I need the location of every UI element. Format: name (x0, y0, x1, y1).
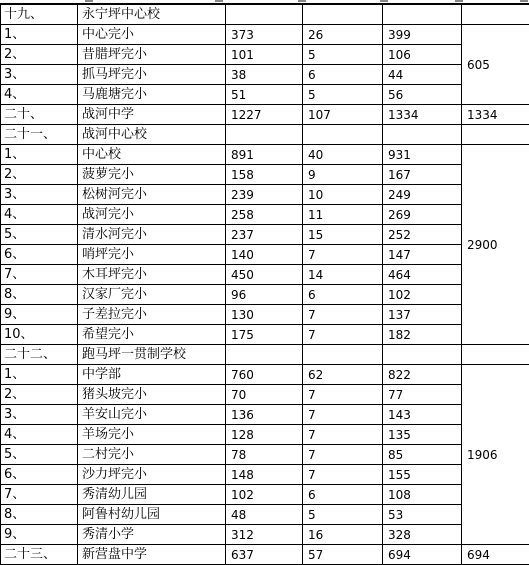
teacher-count: 175 (226, 325, 303, 345)
group-total: 694 (462, 545, 529, 565)
school-name: 沙力坪完小 (78, 465, 226, 485)
staff-count: 10 (303, 185, 383, 205)
teacher-count: 128 (226, 425, 303, 445)
teacher-count: 450 (226, 265, 303, 285)
row-sum: 155 (383, 465, 462, 485)
row-number: 8、 (1, 505, 78, 525)
group-label: 二十三、 (1, 545, 78, 565)
row-sum: 464 (383, 265, 462, 285)
row-number: 1、 (1, 145, 78, 165)
group-header-row (1, 5, 529, 25)
staff-count: 5 (303, 505, 383, 525)
row-number: 9、 (1, 305, 78, 325)
teacher-count: 51 (226, 85, 303, 105)
empty-cell (303, 5, 383, 25)
table-row (1, 465, 529, 485)
school-name: 汉家厂完小 (78, 285, 226, 305)
school-name: 中心校 (78, 145, 226, 165)
staff-count: 6 (303, 65, 383, 85)
row-number: 10、 (1, 325, 78, 345)
staff-count: 7 (303, 465, 383, 485)
group-header-row (1, 545, 529, 565)
table-row (1, 245, 529, 265)
group-title: 战河中心校 (78, 125, 226, 145)
row-number: 6、 (1, 465, 78, 485)
empty-cell (462, 5, 529, 25)
empty-cell (303, 345, 383, 365)
table-row (1, 505, 529, 525)
school-name: 子差拉完小 (78, 305, 226, 325)
table-row (1, 225, 529, 245)
table-row (1, 325, 529, 345)
empty-cell (226, 5, 303, 25)
row-number: 4、 (1, 425, 78, 445)
row-sum: 85 (383, 445, 462, 465)
teacher-count: 258 (226, 205, 303, 225)
table-row (1, 365, 529, 385)
row-number: 6、 (1, 245, 78, 265)
teacher-count: 130 (226, 305, 303, 325)
table-row (1, 265, 529, 285)
school-name: 马鹿塘完小 (78, 85, 226, 105)
teacher-count: 38 (226, 65, 303, 85)
school-name: 秀清幼儿园 (78, 485, 226, 505)
school-name: 羊安山完小 (78, 405, 226, 425)
staff-count: 7 (303, 445, 383, 465)
row-sum: 106 (383, 45, 462, 65)
teacher-count: 760 (226, 365, 303, 385)
staff-count: 57 (303, 545, 383, 565)
row-number: 5、 (1, 445, 78, 465)
group-title: 跑马坪一贯制学校 (78, 345, 226, 365)
row-number: 5、 (1, 225, 78, 245)
teacher-count: 891 (226, 145, 303, 165)
staff-count: 6 (303, 285, 383, 305)
teacher-count: 239 (226, 185, 303, 205)
teacher-count: 373 (226, 25, 303, 45)
group-label: 十九、 (1, 5, 78, 25)
table-row (1, 485, 529, 505)
table-row (1, 25, 529, 45)
table-row (1, 285, 529, 305)
row-sum: 1334 (383, 105, 462, 125)
teacher-count: 312 (226, 525, 303, 545)
group-total: 2900 (462, 145, 529, 345)
staff-count: 11 (303, 205, 383, 225)
table-row (1, 405, 529, 425)
group-header-row (1, 105, 529, 125)
staff-count: 5 (303, 45, 383, 65)
teacher-count: 237 (226, 225, 303, 245)
staff-count: 107 (303, 105, 383, 125)
row-number: 7、 (1, 485, 78, 505)
table-row (1, 525, 529, 545)
teacher-count: 1227 (226, 105, 303, 125)
empty-cell (303, 125, 383, 145)
table-row (1, 305, 529, 325)
row-sum: 694 (383, 545, 462, 565)
empty-cell (383, 125, 462, 145)
staff-count: 7 (303, 305, 383, 325)
empty-cell (383, 345, 462, 365)
row-sum: 56 (383, 85, 462, 105)
row-number: 3、 (1, 405, 78, 425)
row-sum: 44 (383, 65, 462, 85)
group-total: 605 (462, 25, 529, 105)
empty-cell (226, 125, 303, 145)
table-row (1, 385, 529, 405)
table-row (1, 425, 529, 445)
row-number: 9、 (1, 525, 78, 545)
teacher-count: 48 (226, 505, 303, 525)
table-row (1, 205, 529, 225)
row-number: 2、 (1, 165, 78, 185)
teacher-count: 637 (226, 545, 303, 565)
row-number: 2、 (1, 45, 78, 65)
group-total: 1906 (462, 365, 529, 545)
staff-count: 7 (303, 425, 383, 445)
row-number: 3、 (1, 65, 78, 85)
row-sum: 135 (383, 425, 462, 445)
school-name: 战河完小 (78, 205, 226, 225)
row-sum: 102 (383, 285, 462, 305)
staff-count: 7 (303, 405, 383, 425)
row-sum: 147 (383, 245, 462, 265)
group-title: 永宁坪中心校 (78, 5, 226, 25)
school-name: 希望完小 (78, 325, 226, 345)
row-number: 3、 (1, 185, 78, 205)
staff-count: 15 (303, 225, 383, 245)
school-name: 阿鲁村幼儿园 (78, 505, 226, 525)
staff-count: 5 (303, 85, 383, 105)
teacher-count: 140 (226, 245, 303, 265)
school-name: 昔腊坪完小 (78, 45, 226, 65)
table-row (1, 165, 529, 185)
teacher-count: 96 (226, 285, 303, 305)
row-sum: 182 (383, 325, 462, 345)
staff-count: 9 (303, 165, 383, 185)
table-row (1, 185, 529, 205)
group-total: 1334 (462, 105, 529, 125)
empty-cell (462, 345, 529, 365)
empty-cell (462, 125, 529, 145)
row-number: 4、 (1, 205, 78, 225)
row-number: 4、 (1, 85, 78, 105)
staff-count: 62 (303, 365, 383, 385)
row-number: 1、 (1, 25, 78, 45)
table-row (1, 145, 529, 165)
teacher-count: 148 (226, 465, 303, 485)
row-sum: 931 (383, 145, 462, 165)
row-sum: 53 (383, 505, 462, 525)
table-row (1, 65, 529, 85)
group-label: 二十、 (1, 105, 78, 125)
teacher-count: 70 (226, 385, 303, 405)
staff-count: 16 (303, 525, 383, 545)
row-sum: 108 (383, 485, 462, 505)
staff-count: 7 (303, 245, 383, 265)
group-title: 战河中学 (78, 105, 226, 125)
staff-count: 7 (303, 325, 383, 345)
row-number: 2、 (1, 385, 78, 405)
row-sum: 167 (383, 165, 462, 185)
row-sum: 822 (383, 365, 462, 385)
school-name: 抓马坪完小 (78, 65, 226, 85)
group-header-row (1, 345, 529, 365)
row-sum: 269 (383, 205, 462, 225)
table-row (1, 85, 529, 105)
row-number: 8、 (1, 285, 78, 305)
school-name: 清水河完小 (78, 225, 226, 245)
staff-count: 40 (303, 145, 383, 165)
group-header-row (1, 125, 529, 145)
teacher-count: 158 (226, 165, 303, 185)
group-label: 二十二、 (1, 345, 78, 365)
staff-count: 26 (303, 25, 383, 45)
empty-cell (226, 345, 303, 365)
row-sum: 328 (383, 525, 462, 545)
school-name: 猪头坡完小 (78, 385, 226, 405)
row-sum: 252 (383, 225, 462, 245)
school-name: 哨坪完小 (78, 245, 226, 265)
teacher-count: 136 (226, 405, 303, 425)
school-name: 羊场完小 (78, 425, 226, 445)
school-name: 中心完小 (78, 25, 226, 45)
row-number: 7、 (1, 265, 78, 285)
school-name: 松树河完小 (78, 185, 226, 205)
empty-cell (383, 5, 462, 25)
teacher-count: 78 (226, 445, 303, 465)
school-name: 二村完小 (78, 445, 226, 465)
teacher-count: 101 (226, 45, 303, 65)
row-sum: 137 (383, 305, 462, 325)
row-sum: 249 (383, 185, 462, 205)
school-name: 木耳坪完小 (78, 265, 226, 285)
row-sum: 143 (383, 405, 462, 425)
group-label: 二十一、 (1, 125, 78, 145)
staff-count: 6 (303, 485, 383, 505)
staff-count: 7 (303, 385, 383, 405)
group-title: 新营盘中学 (78, 545, 226, 565)
school-enrollment-table (0, 4, 529, 565)
table-row (1, 45, 529, 65)
row-sum: 399 (383, 25, 462, 45)
table-row (1, 445, 529, 465)
school-name: 菠萝完小 (78, 165, 226, 185)
teacher-count: 102 (226, 485, 303, 505)
row-sum: 77 (383, 385, 462, 405)
school-name: 中学部 (78, 365, 226, 385)
school-name: 秀清小学 (78, 525, 226, 545)
row-number: 1、 (1, 365, 78, 385)
staff-count: 14 (303, 265, 383, 285)
